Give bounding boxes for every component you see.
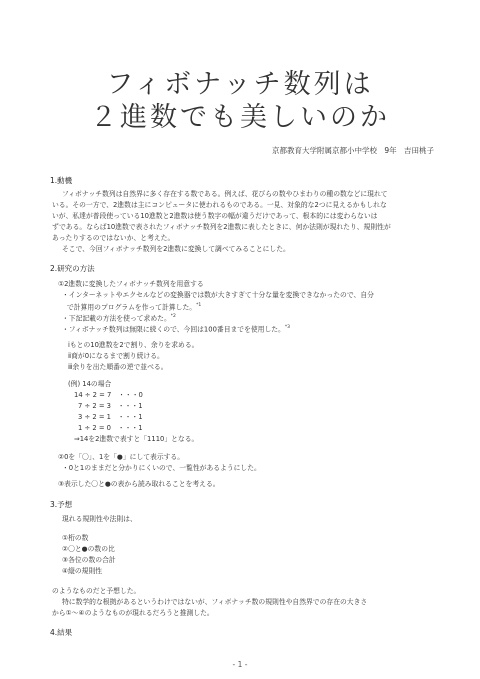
paragraph-line: のようなものだと予想した。 <box>52 587 141 595</box>
author-line: 京都教育大学附属京都小中学校 9年 吉田桃子 <box>271 146 434 155</box>
example-calc-line: 14 ÷ 2 = 7 ・・・0 <box>74 391 143 399</box>
prediction-item: ③各位の数の合計 <box>62 556 116 564</box>
title-line-2: ２進数でも美しいのか <box>90 102 390 133</box>
prediction-intro: 現れる規則性や法則は、 <box>62 515 137 523</box>
method-step-3-title: ③表示した〇と●の表から読み取れることを考える。 <box>58 480 220 488</box>
section-heading-results: 4.結果 <box>50 628 73 637</box>
prediction-item: ①桁の数 <box>62 534 89 542</box>
paragraph-line: 特に数学的な根拠があるというわけではないが、フィボナッチ数の規則性や自然界での存在の大きさ <box>62 598 368 606</box>
page-number: - 1 - <box>232 660 248 669</box>
prediction-item: ②〇と●の数の比 <box>62 545 115 553</box>
method-line: ・インターネットやエクセルなどの変換器では数が大きすぎて十分な量を変換できなかったので、自分 <box>62 291 374 299</box>
method-line-text: ・下記記載の方法を使って求めた。 <box>62 314 171 323</box>
procedure-step: ⅰもとの10進数を2で割り、余りを求める。 <box>68 341 199 349</box>
procedure-step: ⅱ商が0になるまで割り続ける。 <box>68 352 164 360</box>
example-calc-line: 3 ÷ 2 = 1 ・・・1 <box>78 413 143 421</box>
paragraph-line: ずである。ならば10進数で表されたフィボナッチ数列を2進数に表したときに、何か法則が現れたり、規則性が <box>52 223 391 231</box>
example-title: (例) 14の場合 <box>68 380 112 388</box>
paragraph-line: フィボナッチ数列は自然界に多く存在する数である。例えば、花びらの数やひまわりの種の数などに現れて <box>62 190 388 198</box>
example-calc-line: 7 ÷ 2 = 3 ・・・1 <box>78 402 143 410</box>
method-step-2-title: ②0を「〇」、1を「●」にして表示する。 <box>58 453 185 461</box>
footnote-marker: *1 <box>196 303 202 308</box>
example-result: ⇒14を2進数で表すと「1110」となる。 <box>74 435 199 443</box>
paragraph-line: そこで、今回フィボナッチ数列を2進数に変換して調べてみることにした。 <box>62 245 290 253</box>
method-line-text: ・フィボナッチ数列は無限に続くので、今回は100番目までを使用した。 <box>62 325 285 334</box>
footnote-marker: *3 <box>284 325 290 330</box>
method-line-text: で計算用のプログラムを作って計算した。 <box>67 303 197 312</box>
example-calc-line: 1 ÷ 2 = 0 ・・・1 <box>78 424 143 432</box>
section-heading-method: 2.研究の方法 <box>50 264 95 273</box>
paragraph-line: あったりするのではないか、と考えた。 <box>52 234 175 242</box>
paragraph-line: いる。その一方で、2進数は主にコンピュータに使われるものである。一見、対象的な2つに見えるかもしれな <box>52 201 387 209</box>
paragraph-line: から①～④のようなものが現れるだろうと推測した。 <box>52 609 214 617</box>
footnote-marker: *2 <box>170 314 176 319</box>
title-line-1: フィボナッチ数列は <box>106 69 374 100</box>
procedure-step: ⅲ余りを出た順番の逆で並べる。 <box>68 363 168 371</box>
paragraph-line: いが、私達が普段使っている10進数と2進数は使う数字の幅が違うだけであって、根本的には変わらないは <box>52 212 378 220</box>
section-heading-motivation: 1.動機 <box>50 176 73 185</box>
prediction-item: ④縦の規則性 <box>62 567 103 575</box>
section-heading-prediction: 3.予想 <box>50 500 73 509</box>
method-line: ・0と1のままだと分かりにくいので、一覧性があるようにした。 <box>62 464 261 472</box>
method-step-1-title: ①2進数に変換したフィボナッチ数列を用意する <box>58 280 204 288</box>
method-line <box>62 323 290 335</box>
